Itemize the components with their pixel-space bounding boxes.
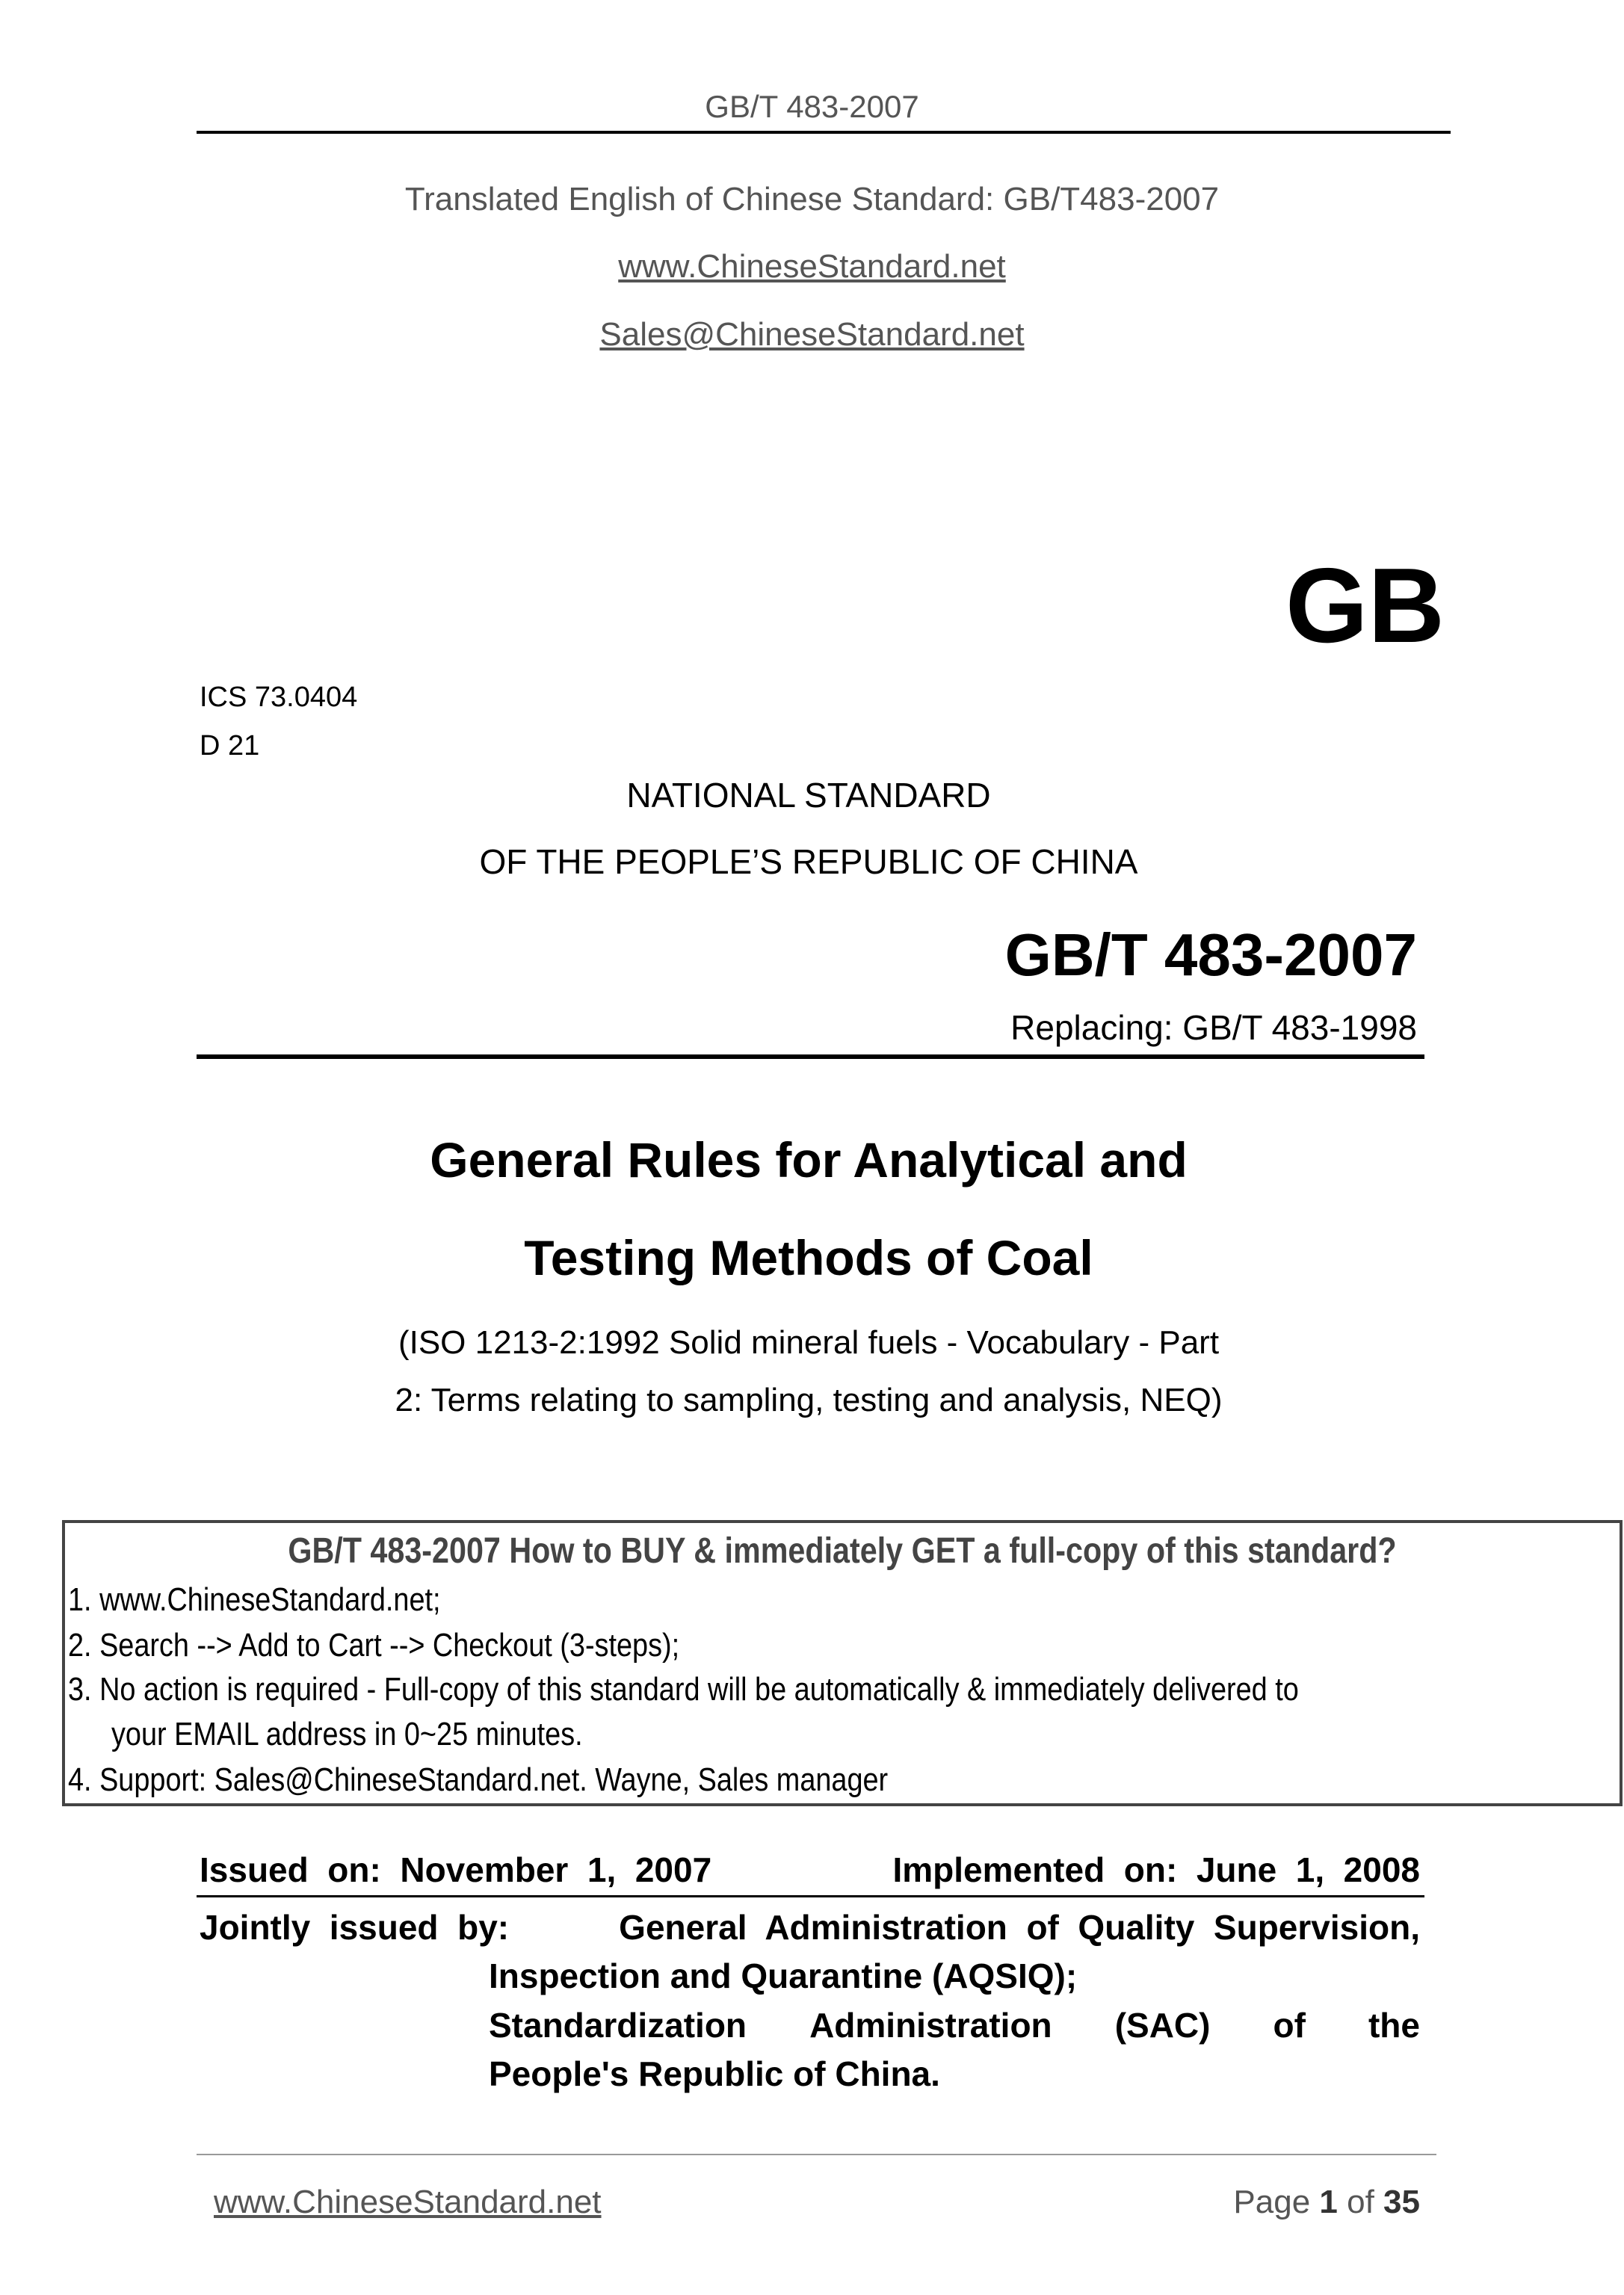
buy-step-3: 3. No action is required - Full-copy of this standard will be automatically & immediately delivered to [68,1671,1299,1708]
ics-code: ICS 73.0404 [200,682,358,713]
email-link[interactable]: Sales@ChineseStandard.net [599,316,1025,353]
replacing-label: Replacing: GB/T 483-1998 [1010,1008,1417,1047]
issuer-word: (SAC) [1114,2006,1211,2045]
translated-line: Translated English of Chinese Standard: GB/T483-2007 [404,181,1220,217]
implemented-date: Implemented on: June 1, 2008 [892,1850,1420,1889]
buy-step-1: 1. www.ChineseStandard.net; [68,1581,441,1618]
issued-date: Issued on: November 1, 2007 [200,1850,712,1889]
page-total: 35 [1383,2184,1420,2220]
page-of: of [1337,2184,1384,2220]
country-label: OF THE PEOPLE’S REPUBLIC OF CHINA [479,842,1138,881]
issuer-word: of [1273,2006,1306,2045]
buy-step-2: 2. Search --> Add to Cart --> Checkout (3-steps); [68,1627,680,1664]
jointly-issued-label: Jointly issued by: [200,1908,510,1947]
page-current: 1 [1319,2184,1338,2220]
title-rule [197,1054,1424,1059]
footer-website-link[interactable]: www.ChineseStandard.net [214,2184,602,2220]
equivalence-line-1: (ISO 1213-2:1992 Solid mineral fuels - Vocabulary - Part [398,1324,1220,1361]
page-word: Page [1233,2184,1320,2220]
buy-step-3-continued: your EMAIL address in 0~25 minutes. [111,1716,583,1752]
issuer-line-1: General Administration of Quality Supervision, [619,1908,1420,1947]
issuer-word: the [1368,2006,1420,2045]
header-rule [197,131,1451,134]
page-number [1233,2186,1420,2219]
issuer-word: Standardization [489,2006,747,2045]
buy-step-4: 4. Support: Sales@ChineseStandard.net. Wayne, Sales manager [68,1761,889,1798]
ccs-code: D 21 [200,730,260,762]
dates-rule [197,1895,1424,1897]
title-line-1: General Rules for Analytical and [430,1132,1188,1187]
issuer-word: Administration [809,2006,1052,2045]
title-line-2: Testing Methods of Coal [524,1230,1093,1285]
issuer-line-4: People's Republic of China. [489,2054,940,2093]
website-link[interactable]: www.ChineseStandard.net [618,248,1006,285]
standard-number: GB/T 483-2007 [1004,921,1417,988]
gb-mark: GB [1285,546,1445,665]
issuer-line-2: Inspection and Quarantine (AQSIQ); [489,1956,1078,1995]
equivalence-line-2: 2: Terms relating to sampling, testing and analysis, NEQ) [395,1382,1223,1418]
running-header: GB/T 483-2007 [705,89,919,124]
national-standard-label: NATIONAL STANDARD [626,776,991,815]
buy-info-box [62,1520,1623,1806]
issuer-line-3 [489,2006,1420,2045]
buy-box-title: GB/T 483-2007 How to BUY & immediately GET a full-copy of this standard? [288,1531,1397,1571]
footer-rule [197,2154,1436,2155]
